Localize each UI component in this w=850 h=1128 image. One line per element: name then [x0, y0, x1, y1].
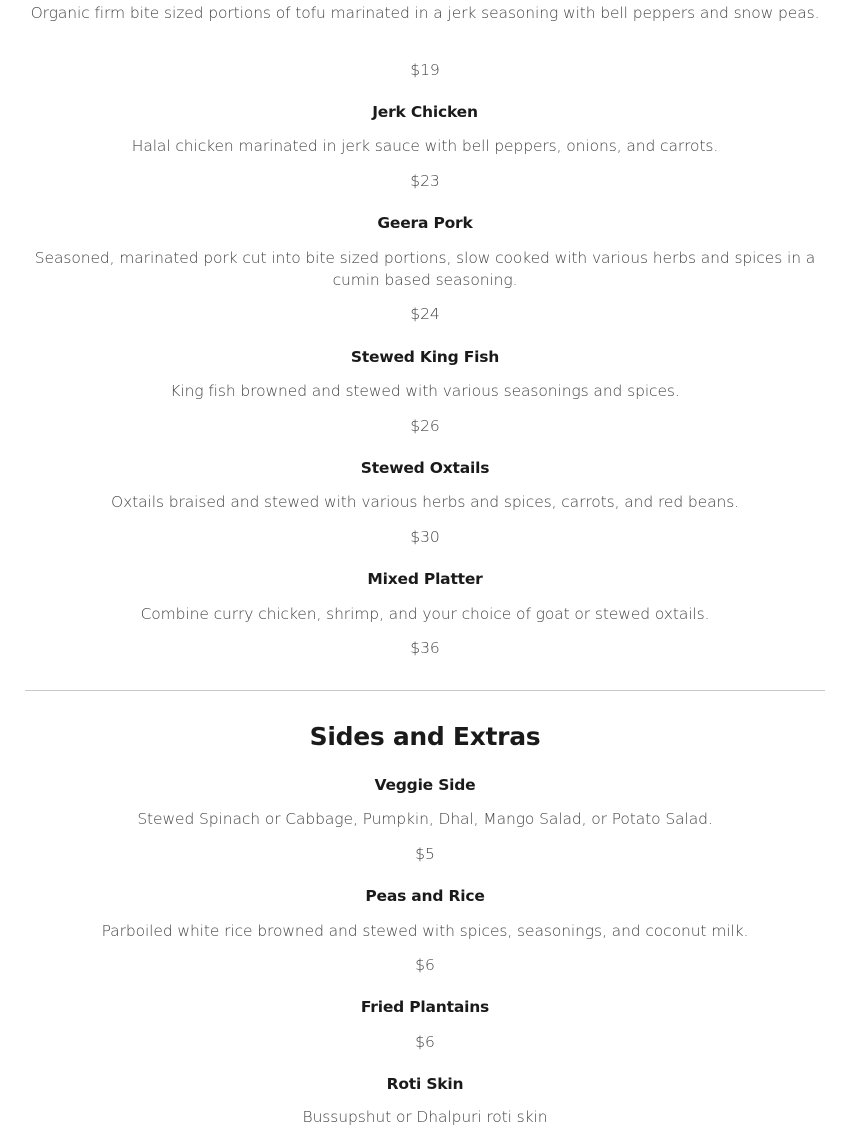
menu-item-price: $24 — [410, 305, 440, 323]
menu-item-price: $36 — [410, 639, 440, 657]
menu-item-name: Stewed King Fish — [350, 348, 500, 366]
menu-item-description: Combine curry chicken, shrimp, and your choice of goat or stewed oxtails. — [140, 605, 710, 623]
menu-item-name: Mixed Platter — [367, 570, 483, 588]
menu-item-price: $19 — [410, 61, 440, 79]
section-divider — [25, 690, 825, 691]
menu-item-description: King fish browned and stewed with various seasonings and spices. — [170, 382, 680, 400]
menu-item-name: Jerk Chicken — [372, 103, 478, 121]
menu-item-name: Veggie Side — [374, 776, 476, 794]
menu-item-description: Organic firm bite sized portions of tofu marinated in a jerk seasoning with bell peppers and snow peas. — [30, 4, 820, 22]
menu-item-price: $6 — [415, 1033, 435, 1051]
menu-item-price: $23 — [410, 172, 440, 190]
menu-item-price: $6 — [415, 956, 435, 974]
menu-item-name: Peas and Rice — [365, 887, 485, 905]
menu-item-description: Seasoned, marinated pork cut into bite sized portions, slow cooked with various herbs and spices in a cumin based seasoning. — [34, 249, 816, 289]
menu-item-price: $26 — [410, 417, 440, 435]
menu-item-description: Bussupshut or Dhalpuri roti skin — [302, 1108, 548, 1126]
menu-item-price: $30 — [410, 528, 440, 546]
menu-item-description: Stewed Spinach or Cabbage, Pumpkin, Dhal, Mango Salad, or Potato Salad. — [137, 810, 713, 828]
menu-item-name: Fried Plantains — [360, 998, 490, 1016]
menu-item-name: Geera Pork — [377, 214, 473, 232]
menu-item-description: Parboiled white rice browned and stewed with spices, seasonings, and coconut milk. — [101, 922, 749, 940]
menu-item-description: Halal chicken marinated in jerk sauce with bell peppers, onions, and carrots. — [131, 137, 719, 155]
menu-item-name: Roti Skin — [386, 1075, 464, 1093]
menu-item-description: Oxtails braised and stewed with various herbs and spices, carrots, and red beans. — [111, 493, 739, 511]
menu-item-name: Stewed Oxtails — [360, 459, 490, 477]
section-title: Sides and Extras — [309, 722, 541, 751]
menu-item-price: $5 — [415, 845, 435, 863]
